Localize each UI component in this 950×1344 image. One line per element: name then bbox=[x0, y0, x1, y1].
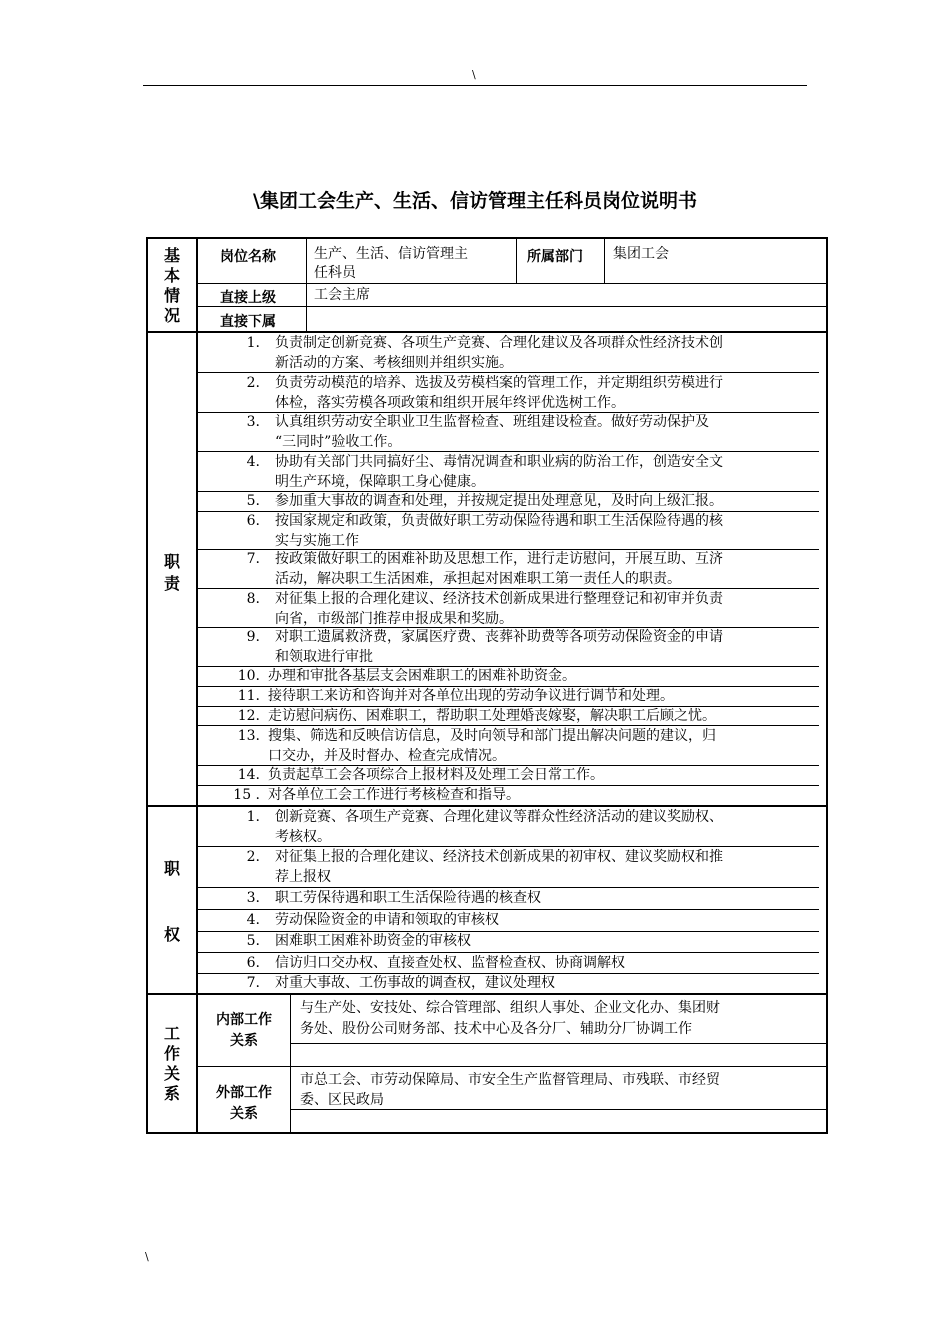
section-rule bbox=[146, 331, 826, 333]
table-bottom-rule bbox=[146, 1132, 828, 1134]
header-mark: \ bbox=[472, 68, 476, 81]
external-relations-value: 市总工会、市劳动保障局、市安全生产监督管理局、市残联、市经贸 委、区民政局 bbox=[300, 1072, 720, 1108]
row-rule bbox=[291, 1043, 826, 1044]
department-label: 所属部门 bbox=[527, 249, 583, 265]
header-rule bbox=[143, 85, 807, 86]
row-rule bbox=[197, 952, 819, 953]
row-rule bbox=[197, 306, 826, 307]
row-rule bbox=[197, 1066, 826, 1067]
direct-superior-label: 直接上级 bbox=[220, 290, 276, 306]
section-label-relations: 工 作 关 系 bbox=[163, 1024, 180, 1103]
section-label-duties: 职 责 bbox=[163, 552, 180, 593]
basic-label-divider bbox=[306, 238, 307, 332]
position-name-value: 生产、生活、信访管理主 任科员 bbox=[314, 246, 468, 281]
department-value: 集团工会 bbox=[613, 246, 669, 262]
direct-subordinate-label: 直接下属 bbox=[220, 314, 276, 330]
section-label-basic: 基 本 情 况 bbox=[163, 246, 180, 325]
row-rule bbox=[197, 887, 819, 888]
position-name-label: 岗位名称 bbox=[220, 249, 276, 265]
dept-left-divider bbox=[516, 238, 517, 283]
document-title: \集团工会生产、生活、信访管理主任科员岗位说明书 bbox=[253, 190, 697, 212]
direct-superior-value: 工会主席 bbox=[314, 287, 370, 303]
internal-relations-value: 与生产处、安技处、综合管理部、组织人事处、企业文化办、集团财 务处、股份公司财务部、技术中心及各分厂、辅助分厂协调工作 bbox=[300, 1000, 720, 1037]
dept-right-divider bbox=[604, 238, 605, 283]
external-relations-label: 外部工作 关系 bbox=[216, 1085, 272, 1122]
internal-relations-label: 内部工作 关系 bbox=[216, 1012, 272, 1049]
section-label-authority: 职 权 bbox=[163, 859, 180, 944]
row-rule bbox=[197, 909, 819, 910]
footer-mark: \ bbox=[145, 1250, 149, 1263]
row-rule bbox=[197, 283, 826, 284]
relations-label-divider bbox=[290, 995, 291, 1134]
